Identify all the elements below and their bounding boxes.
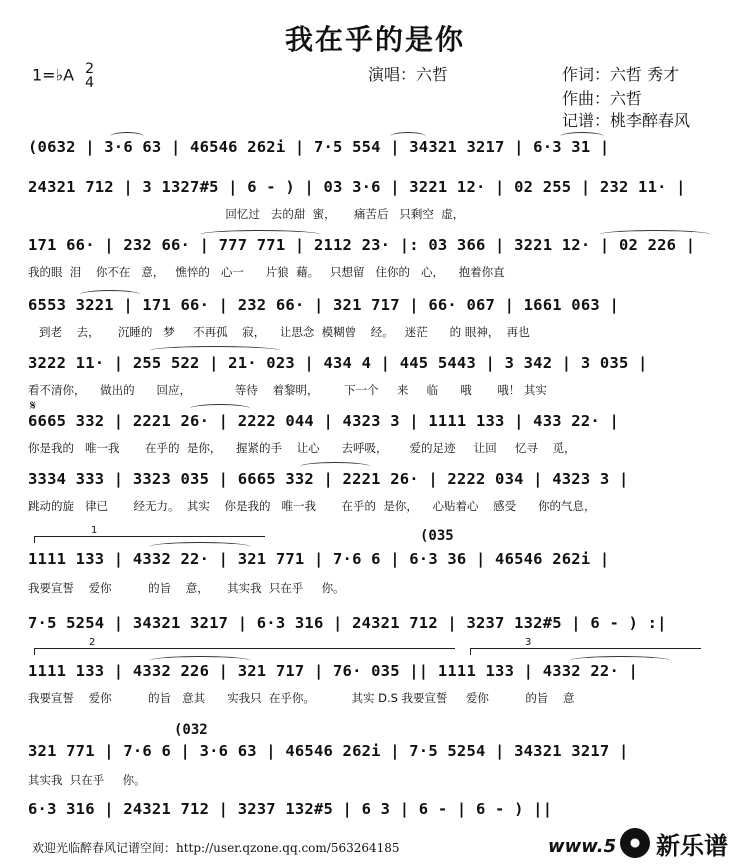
score-row-5: 3222 11· | 255 522 | 21· 023 | 434 4 | 445 5443 | 3 342 | 3 035 | bbox=[28, 354, 648, 372]
lyricist-credit: 作词：六哲 秀才 bbox=[562, 65, 680, 84]
time-bottom: 4 bbox=[85, 75, 95, 91]
slur-mark bbox=[560, 132, 604, 141]
score-row-9: 7·5 5254 | 34321 3217 | 6·3 316 | 24321 712 | 3237 132#5 | 6 - ) :| bbox=[28, 614, 667, 632]
song-title: 我在乎的是你 bbox=[284, 23, 465, 56]
slur-mark bbox=[150, 656, 250, 665]
bracket-032: (032 bbox=[174, 722, 208, 738]
lyric-row-7: 跳动的旋 律已 经无力。 其实 你是我的 唯一我 在乎的 是你， 心贴着心 感受 你的气息， bbox=[28, 499, 596, 513]
slur-mark bbox=[600, 230, 710, 239]
volta-bracket-2 bbox=[34, 637, 455, 655]
watermark-url: www.5 bbox=[548, 836, 617, 857]
slur-mark bbox=[300, 462, 370, 471]
footer-text: 欢迎光临醉春风记谱空间：http://user.qzone.qq.com/563264185 bbox=[32, 841, 400, 855]
score-row-10: 1111 133 | 4332 226 | 321 717 | 76· 035 || 1111 133 | 4332 22· | bbox=[28, 662, 639, 680]
lyric-row-6: 你是我的 唯一我 在乎的 是你， 握紧的手 让心 去呼吸， 爱的足迹 让回 忆寻 觅， bbox=[28, 441, 576, 455]
key-signature bbox=[32, 62, 94, 90]
score-row-7: 3334 333 | 3323 035 | 6665 332 | 2221 26· | 2222 034 | 4323 3 | bbox=[28, 470, 629, 488]
site-logo[interactable]: 新乐谱 bbox=[656, 832, 728, 860]
score-row-8: 1111 133 | 4332 22· | 321 771 | 7·6 6 | 6·3 36 | 46546 262i | bbox=[28, 550, 610, 568]
volta-bracket-3 bbox=[470, 637, 701, 655]
score-row-3: 171 66· | 232 66· | 777 771 | 2112 23· |: 03 366 | 3221 12· | 02 226 | bbox=[28, 236, 696, 254]
slur-mark bbox=[150, 346, 280, 355]
score-row-4: 6553 3221 | 171 66· | 232 66· | 321 717 | 66· 067 | 1661 063 | bbox=[28, 296, 619, 314]
singer-credit: 演唱：六哲 bbox=[368, 65, 449, 84]
lyric-row-10: 我要宣誓 爱你 的旨 意其 实我只 在乎你。 其实 D.S 我要宣誓 爱你 的旨 意 bbox=[28, 691, 575, 705]
lyric-row-2: 回忆过 去的甜 蜜， 痛苦后 只剩空 虚， bbox=[28, 207, 465, 221]
transcriber-credit: 记谱：桃李醉春风 bbox=[562, 111, 691, 130]
score-row-12: 6·3 316 | 24321 712 | 3237 132#5 | 6 3 | 6 - | 6 - ) || bbox=[28, 800, 553, 818]
composer-credit: 作曲：六哲 bbox=[562, 89, 643, 108]
logo-disc-icon bbox=[620, 828, 650, 858]
slur-mark bbox=[150, 542, 250, 551]
key-text: 1=♭A bbox=[32, 65, 75, 85]
volta-label-3: 3 bbox=[525, 637, 532, 648]
segno-mark: 𝄋 bbox=[30, 398, 37, 414]
lyric-row-8: 我要宣誓 爱你 的旨 意， 其实我 只在乎 你。 bbox=[28, 581, 345, 595]
slur-mark bbox=[190, 404, 250, 413]
slur-mark bbox=[390, 132, 426, 141]
slur-mark bbox=[110, 132, 144, 141]
lyric-row-3: 我的眼 泪 你不在 意， 憔悴的 心一 片狼 藉。 只想留 住你的 心， 抱着你直 bbox=[28, 265, 505, 279]
time-top: 2 bbox=[85, 61, 95, 77]
lyric-row-5: 看不清你， 做出的 回应， 等待 着黎明， 下一个 来 临 哦 哦！ 其实 bbox=[28, 383, 547, 397]
volta-label-1: 1 bbox=[91, 525, 98, 536]
score-row-6: 6665 332 | 2221 26· | 2222 044 | 4323 3 | 1111 133 | 433 22· | bbox=[28, 412, 619, 430]
score-row-11: 321 771 | 7·6 6 | 3·6 63 | 46546 262i | 7·5 5254 | 34321 3217 | bbox=[28, 742, 629, 760]
score-row-1: (0632 | 3·6 63 | 46546 262i | 7·5 554 | 34321 3217 | 6·3 31 | bbox=[28, 138, 610, 156]
score-row-2: 24321 712 | 3 1327#5 | 6 - ) | 03 3·6 | 3221 12· | 02 255 | 232 11· | bbox=[28, 178, 686, 196]
lyric-row-11: 其实我 只在乎 你。 bbox=[28, 773, 146, 787]
slur-mark bbox=[200, 230, 320, 239]
time-signature bbox=[85, 62, 94, 90]
slur-mark bbox=[80, 290, 140, 299]
slur-mark bbox=[570, 656, 670, 665]
volta-label-2: 2 bbox=[89, 637, 96, 648]
bracket-035: (035 bbox=[420, 528, 454, 544]
lyric-row-4: 到老 去， 沉睡的 梦 不再孤 寂， 让思念 模糊曾 经。 迷茫 的 眼神， 再也 bbox=[28, 325, 530, 339]
